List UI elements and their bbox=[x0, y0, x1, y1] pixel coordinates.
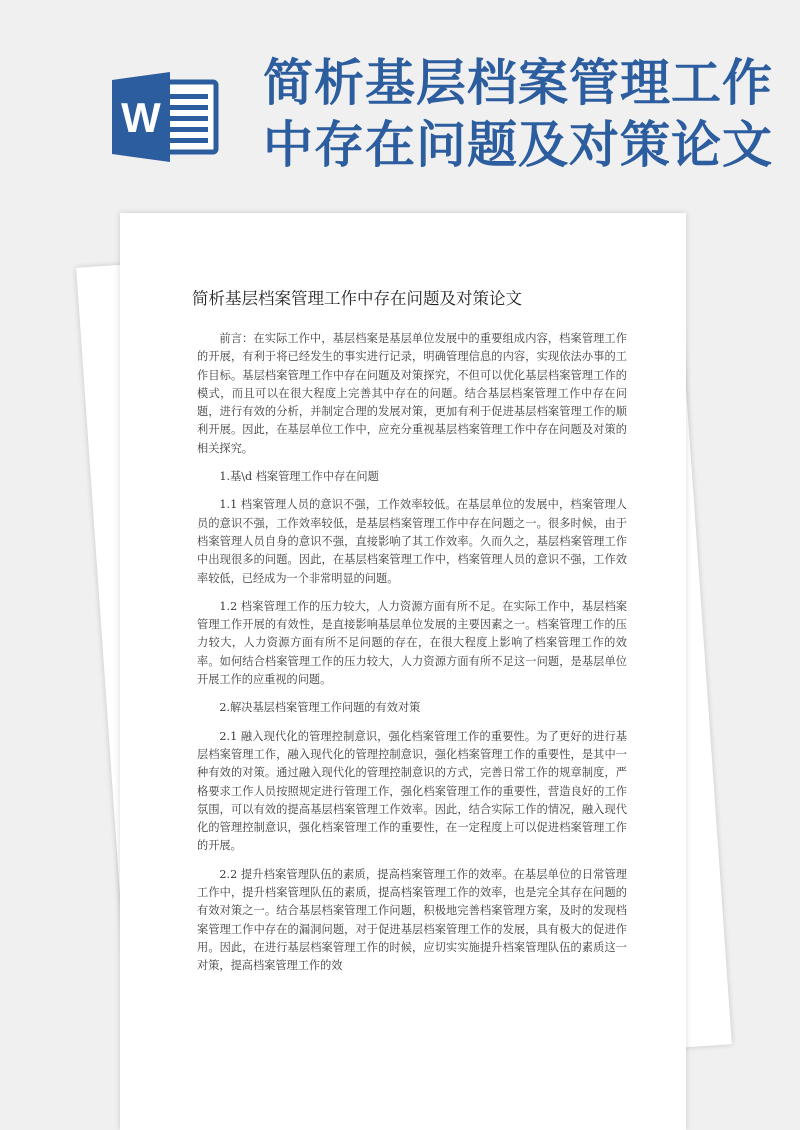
document-body bbox=[197, 330, 627, 986]
header-title-line2: 中存在问题及对策论文 bbox=[263, 116, 773, 174]
header-title bbox=[263, 52, 783, 176]
word-document-icon bbox=[112, 72, 224, 162]
paragraph-1-1: 1.1 档案管理人员的意识不强，工作效率较低。在基层单位的发展中，档案管理人员的意识不强，工作效率较低，是基层档案管理工作中存在问题之一。很多时候，由于档案管理人员自身的意识不强，直接影响了其工作效率。久而久之，基层档案管理工作中出现很多的问题。因此，在基层档案管理工作中，档案管理人员的意识不强，工作效率较低，已经成为一个非常明显的问题。 bbox=[197, 498, 627, 585]
logo-letter: W bbox=[121, 94, 161, 141]
paragraph-1-2: 1.2 档案管理工作的压力较大，人力资源方面有所不足。在实际工作中，基层档案管理工作开展的有效性，是直接影响基层单位发展的主要因素之一。档案管理工作的压力较大，人力资源方面有所不足问题的存在，在很大程度上影响了档案管理工作的效率。如何结合档案管理工作的压力较大，人力资源方面有所不足这一问题，是基层单位开展工作的应重视的问题。 bbox=[197, 599, 627, 687]
header-title-line1: 简析基层档案管理工作 bbox=[263, 54, 773, 112]
paragraph-2-2: 2.2 提升档案管理队伍的素质，提高档案管理工作的效率。在基层单位的日常管理工作中，提升档案管理队伍的素质，提高档案管理工作的效率，也是完全其存在问题的有效对策之一。结合基层档案管理工作问题，积极地完善档案管理方案，及时的发现档案管理工作中存在的漏洞问题，对于促进基层档案管理工作的发展，具有极大的促进作用。因此，在进行基层档案管理工作的时候，应切实实施提升档案管理队伍的素质这一对策，提高档案管理工作的效 bbox=[197, 867, 627, 973]
document-title: 简析基层档案管理工作中存在问题及对策论文 bbox=[192, 289, 522, 308]
section-heading-2: 2.解决基层档案管理工作问题的有效对策 bbox=[219, 701, 421, 715]
section-heading-1: 1.基\d 档案管理工作中存在问题 bbox=[219, 470, 379, 484]
paragraph-2-1: 2.1 融入现代化的管理控制意识，强化档案管理工作的重要性。为了更好的进行基层档案管理工作，融入现代化的管理控制意识，强化档案管理工作的重要性，是其中一种有效的对策。通过融入现代化的管理控制意识的方式，完善日常工作的规章制度，严格要求工作人员按照规定进行管理工作，强化档案管理工作的重要性，营造良好的工作氛围，可以有效的提高基层档案管理工作效率。因此，结合实际工作的情况，融入现代化的管理控制意识，强化档案管理工作的重要性，在一定程度上可以促进档案管理工作的开展。 bbox=[197, 729, 627, 853]
document-page bbox=[120, 213, 686, 1130]
paragraph-intro: 前言：在实际工作中，基层档案是基层单位发展中的重要组成内容，档案管理工作的开展，有利于将已经发生的事实进行记录，明确管理信息的内容，实现依法办事的工作目标。基层档案管理工作中存在问题及对策探究，不但可以优化基层档案管理工作的模式，而且可以在很大程度上完善其中存在的问题。结合基层档案管理工作中存在问题，进行有效的分析，并制定合理的发展对策，更加有利于促进基层档案管理工作的顺利开展。因此，在基层单位工作中，应充分重视基层档案管理工作中存在问题及对策的相关探究。 bbox=[197, 332, 627, 455]
